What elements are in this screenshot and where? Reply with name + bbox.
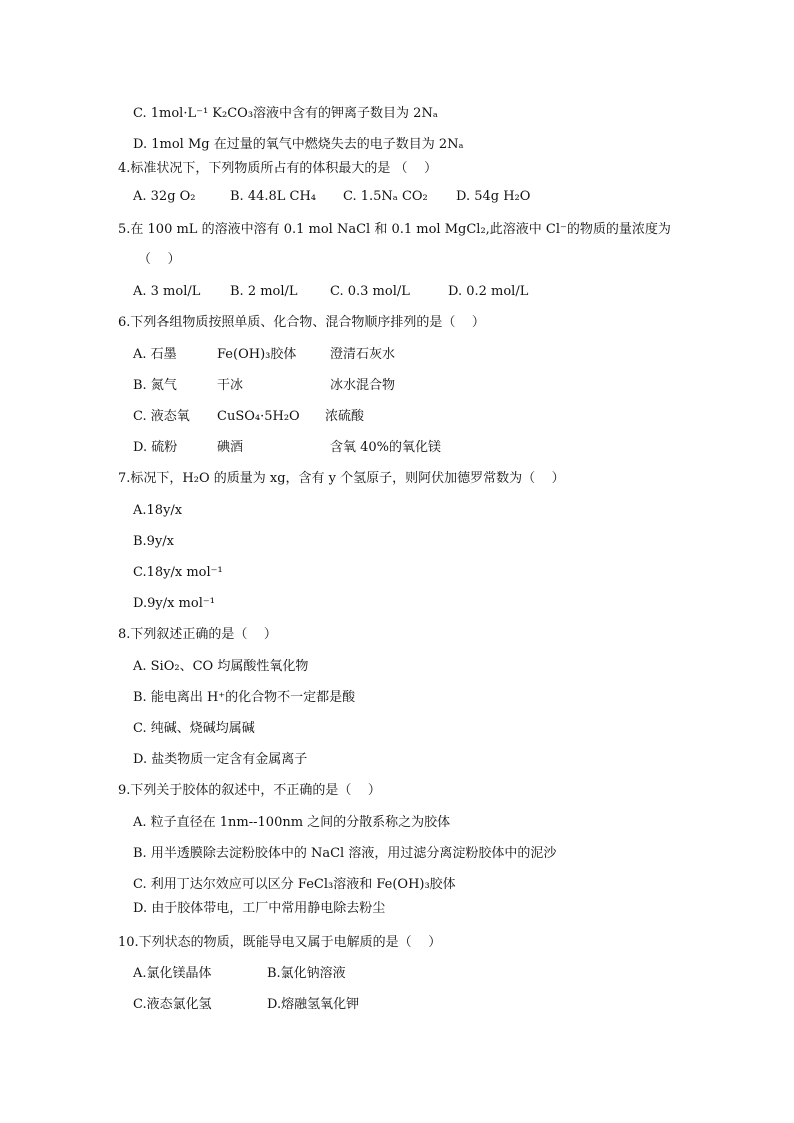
q8-option-b: B. 能电离出 H⁺的化合物不一定都是酸 [133,690,356,705]
q6-row-b-col1: B. 氮气 [133,378,177,393]
q5-option-b: B. 2 mol/L [230,284,298,299]
q6-stem: 6.下列各组物质按照单质、化合物、混合物顺序排列的是（ ） [118,315,485,330]
q4-option-d: D. 54g H₂O [456,189,531,204]
q8-option-c: C. 纯碱、烧碱均属碱 [133,721,255,736]
q4-option-b: B. 44.8L CH₄ [230,189,317,204]
q6-row-d-col1: D. 硫粉 [133,440,178,455]
q10-option-d: D.熔融氢氧化钾 [267,997,360,1012]
q9-option-a: A. 粒子直径在 1nm--100nm 之间的分散系称之为胶体 [133,815,451,830]
q10-option-b: B.氯化钠溶液 [267,966,346,981]
q3-option-c: C. 1mol·L⁻¹ K₂CO₃溶液中含有的钾离子数目为 2Nₐ [133,106,438,121]
q6-row-a-col2: Fe(OH)₃胶体 [217,347,297,362]
q7-option-d: D.9y/x mol⁻¹ [133,596,215,611]
q6-row-a-col1: A. 石墨 [133,347,177,362]
q9-option-b: B. 用半透膜除去淀粉胶体中的 NaCl 溶液，用过滤分离淀粉胶体中的泥沙 [133,846,557,861]
q6-row-d-col3: 含氧 40%的氧化镁 [330,440,442,455]
q6-row-b-col3: 冰水混合物 [330,378,396,393]
q5-stem: 5.在 100 mL 的溶液中溶有 0.1 mol NaCl 和 0.1 mol MgCl₂,此溶液中 Cl⁻的物质的量浓度为 [118,222,671,237]
q8-option-a: A. SiO₂、CO 均属酸性氧化物 [133,659,309,674]
q7-option-a: A.18y/x [133,503,183,518]
q7-option-c: C.18y/x mol⁻¹ [133,565,223,580]
q7-option-b: B.9y/x [133,534,175,549]
q4-stem: 4.标准状况下，下列物质所占有的体积最大的是 （ ） [118,161,438,176]
q6-row-c-col2: CuSO₄·5H₂O [217,409,300,424]
q8-option-d: D. 盐类物质一定含有金属离子 [133,752,308,767]
q5-option-a: A. 3 mol/L [133,284,201,299]
q7-stem: 7.标况下，H₂O 的质量为 xg，含有 y 个氢原子，则阿伏加德罗常数为（ ） [118,471,565,486]
q5-option-c: C. 0.3 mol/L [330,284,410,299]
q9-stem: 9.下列关于胶体的叙述中，不正确的是（ ） [118,783,381,798]
q6-row-a-col3: 澄清石灰水 [330,347,396,362]
q8-stem: 8.下列叙述正确的是（ ） [118,627,277,642]
q6-row-b-col2: 干冰 [217,378,244,393]
q5-answer-paren: （ ） [138,252,181,267]
q4-option-c: C. 1.5Nₐ CO₂ [343,189,428,204]
q10-stem: 10.下列状态的物质，既能导电又属于电解质的是（ ） [118,935,442,950]
q6-row-d-col2: 碘酒 [217,440,244,455]
q10-option-c: C.液态氯化氢 [133,997,212,1012]
q10-option-a: A.氯化镁晶体 [133,966,212,981]
q9-option-c: C. 利用丁达尔效应可以区分 FeCl₃溶液和 Fe(OH)₃胶体 [133,877,456,892]
q4-option-a: A. 32g O₂ [133,189,196,204]
q5-option-d: D. 0.2 mol/L [448,284,529,299]
q9-option-d: D. 由于胶体带电，工厂中常用静电除去粉尘 [133,901,386,916]
q6-row-c-col1: C. 液态氧 [133,409,190,424]
q6-row-c-col3: 浓硫酸 [325,409,365,424]
q3-option-d: D. 1mol Mg 在过量的氧气中燃烧失去的电子数目为 2Nₐ [133,137,464,152]
